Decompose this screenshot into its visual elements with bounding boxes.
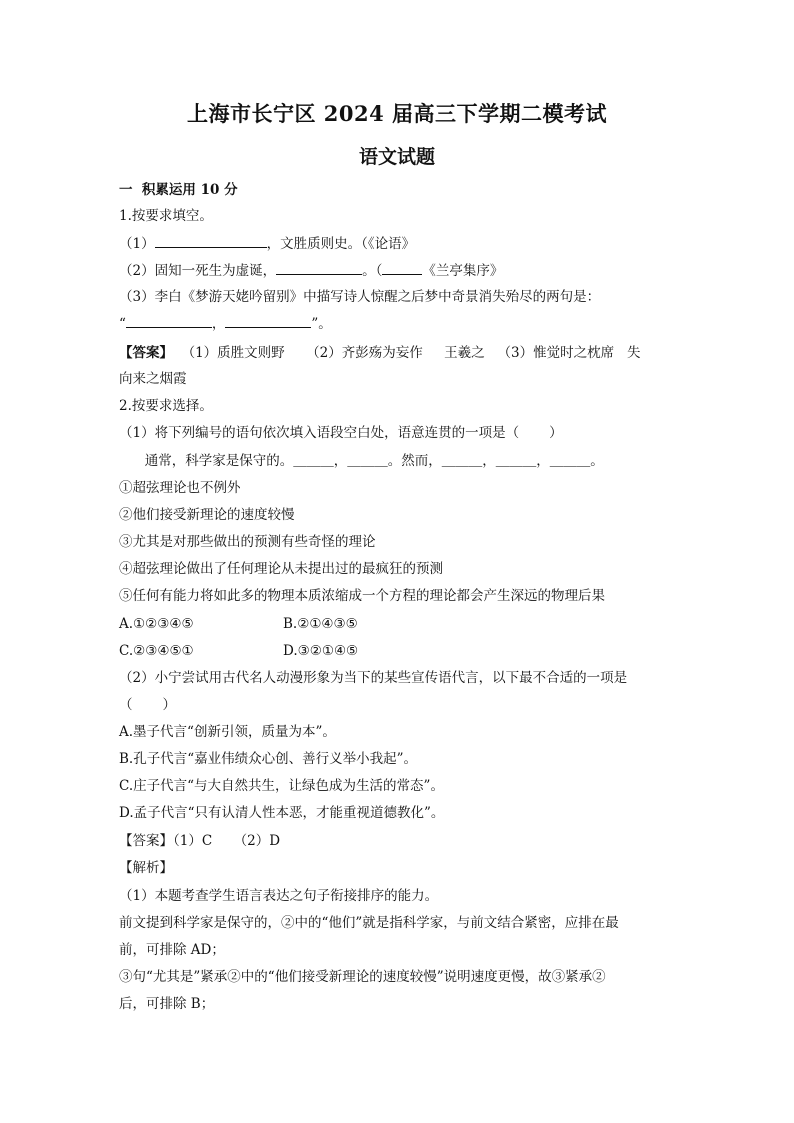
section-heading: 一 积累运用 10 分 — [119, 182, 238, 198]
statement-item: ①超弦理论也不例外 — [119, 480, 241, 496]
sub-2-option: D.孟子代言“只有认清人性本恶，才能重视道德教化”。 — [119, 805, 445, 821]
sub-2-option: A.墨子代言“创新引领，质量为本”。 — [119, 724, 336, 740]
analysis-label: 【解析】 — [119, 860, 173, 876]
statement-item: ③尤其是对那些做出的预测有些奇怪的理论 — [119, 534, 376, 550]
analysis-line: ③句“尤其是”紧承②中的“他们接受新理论的速度较慢”说明速度更慢，故③紧承② — [119, 969, 606, 985]
question-2-answer: 【答案】（1）C （2）D — [119, 833, 281, 849]
option-d: D.③②①④⑤ — [283, 643, 359, 659]
analysis-line: 前文提到科学家是保守的，②中的“他们”就是指科学家，与前文结合紧密，应排在最 — [119, 915, 619, 931]
fill-blank — [382, 261, 422, 275]
analysis-line: （1）本题考查学生语言表达之句子衔接排序的能力。 — [119, 888, 439, 904]
item-2-prefix: （2）固知一死生为虚诞， — [119, 263, 277, 279]
question-1-answer-cont: 向来之烟霞 — [119, 371, 187, 387]
option-c: C.②③④⑤① — [119, 643, 194, 659]
option-a: A.①②③④⑤ — [119, 616, 194, 632]
item-2-suffix: 《兰亭集序》 — [422, 263, 504, 279]
statement-item: ②他们接受新理论的速度较慢 — [119, 507, 295, 523]
answer-text: （1）质胜文则野 （2）齐彭殇为妄作 王羲之 （3）惟觉时之枕席 失 — [173, 345, 641, 361]
open-quote: “ — [119, 316, 126, 332]
question-2-prompt: 2.按要求选择。 — [119, 398, 213, 414]
analysis-line: 前，可排除 AD； — [119, 942, 225, 958]
document-subtitle: 语文试题 — [358, 146, 435, 168]
close-quote: ”。 — [311, 316, 332, 332]
question-1-item-3: （3）李白《梦游天姥吟留别》中描写诗人惊醒之后梦中奇景消失殆尽的两句是： — [119, 289, 601, 305]
question-2-sub-2-paren: （ ） — [119, 697, 177, 713]
item-2-mid: 。（ — [362, 263, 383, 279]
analysis-line: 后，可排除 B； — [119, 996, 215, 1012]
question-2-passage: 通常，科学家是保守的。＿＿＿，＿＿＿。然而，＿＿＿，＿＿＿，＿＿＿。 — [119, 453, 604, 469]
question-1-prompt: 1.按要求填空。 — [119, 208, 213, 224]
question-1-answer — [119, 344, 641, 362]
fill-blank — [276, 261, 362, 275]
item-1-suffix: ，文胜质则史。（《论语》 — [266, 236, 416, 252]
question-2-sub-1-prompt: （1）将下列编号的语句依次填入语段空白处，语意连贯的一项是（ ） — [119, 425, 563, 441]
answer-label: 【答案】 — [119, 345, 173, 361]
option-b: B.②①④③⑤ — [283, 616, 358, 632]
sub-2-option: C.庄子代言“与大自然共生，让绿色成为生活的常态”。 — [119, 778, 444, 794]
question-1-item-3-blanks — [119, 314, 332, 333]
question-1-item-2 — [119, 261, 503, 280]
document-title: 上海市长宁区 2024 届高三下学期二模考试 — [186, 101, 608, 126]
statement-item: ④超弦理论做出了任何理论从未提出过的最疯狂的预测 — [119, 561, 443, 577]
item-1-prefix: （1） — [119, 236, 155, 252]
question-2-sub-2-prompt: （2）小宁尝试用古代名人动漫形象为当下的某些宣传语代言，以下最不合适的一项是 — [119, 670, 628, 686]
fill-blank — [155, 234, 267, 248]
question-1-item-1 — [119, 234, 415, 253]
comma: ， — [211, 316, 226, 332]
sub-2-option: B.孔子代言“嘉业伟绩众心创、善行义举小我起”。 — [119, 751, 418, 767]
fill-blank — [225, 314, 311, 328]
statement-item: ⑤任何有能力将如此多的物理本质浓缩成一个方程的理论都会产生深远的物理后果 — [119, 588, 605, 604]
fill-blank — [126, 314, 212, 328]
